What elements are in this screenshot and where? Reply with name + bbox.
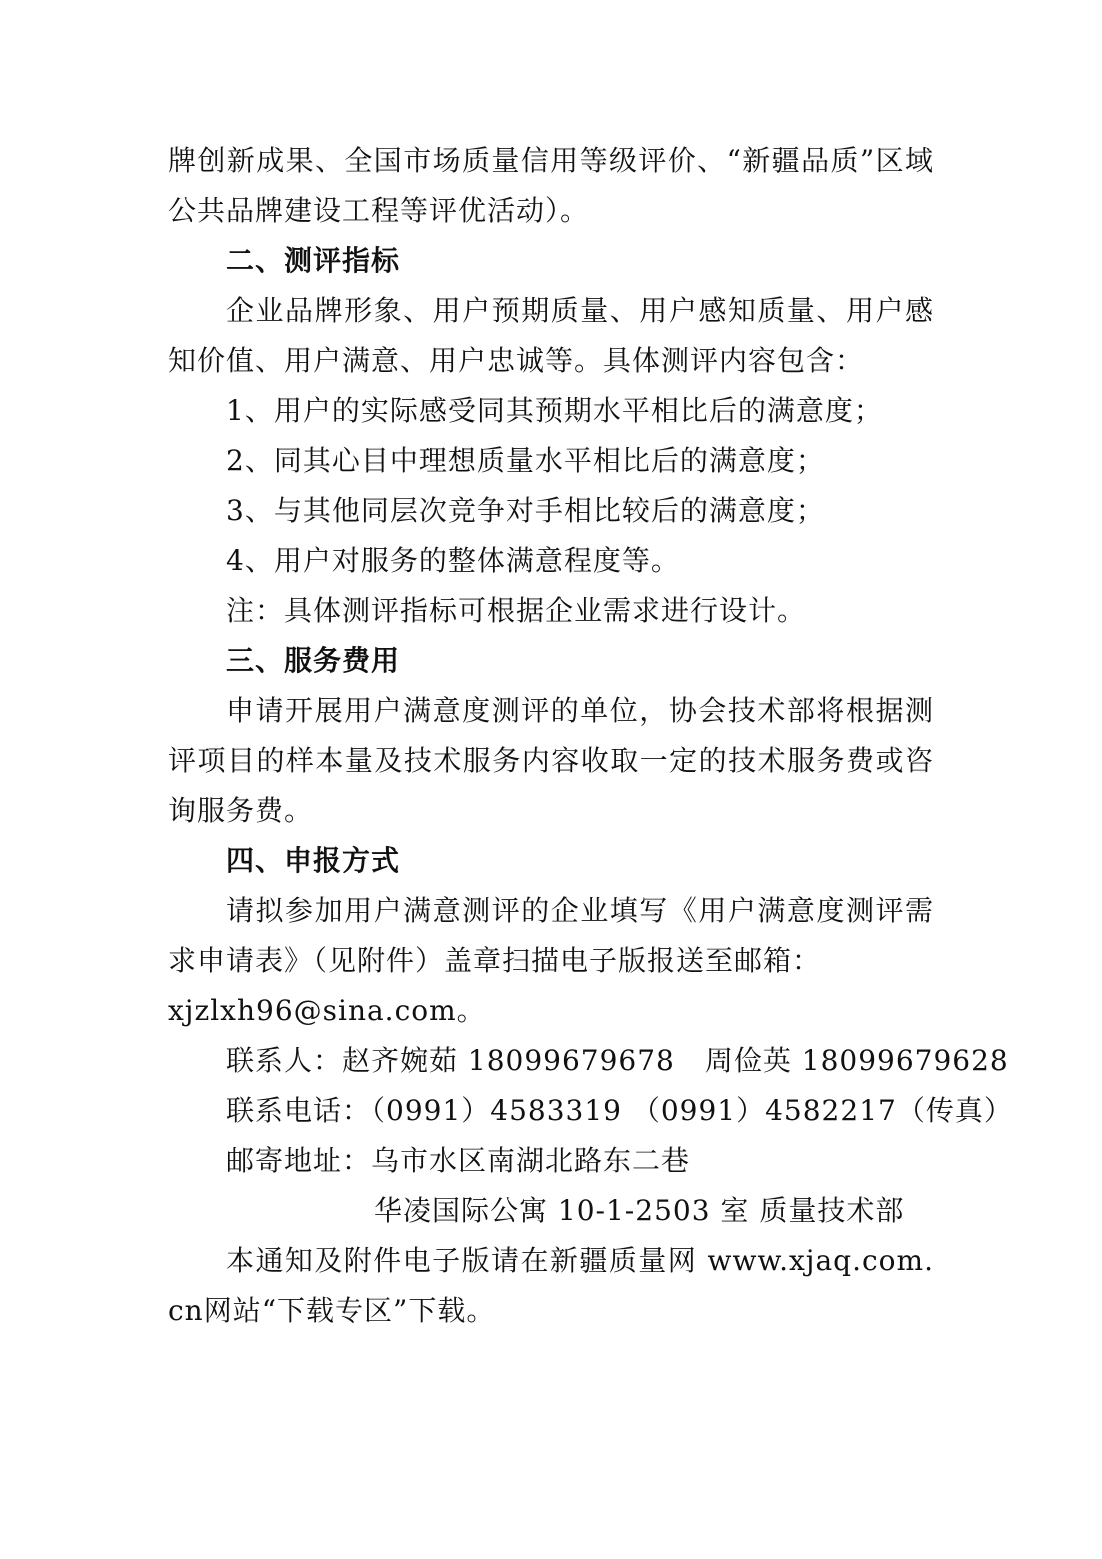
mailing-address-line-2: 华凌国际公寓 10-1-2503 室 质量技术部 [374,1194,905,1227]
section-heading-indicators: 二、测评指标 [226,244,401,277]
contact-phone: 联系电话：（0991）4583319 （0991）4582217（传真） [226,1094,1013,1127]
contact-person-1: 赵齐婉茹 18099679678 [342,1044,675,1077]
indicator-item-1: 1、用户的实际感受同其预期水平相比后的满意度； [226,394,883,427]
download-notice: 本通知及附件电子版请在新疆质量网 www.xjaq.com.cn网站“下载专区”下载。 [168,1244,934,1327]
indicators-note: 注：具体测评指标可根据企业需求进行设计。 [226,594,807,627]
contact-label: 联系人： [226,1044,343,1077]
email-address: xjzlxh96@sina.com。 [168,994,486,1027]
application-paragraph: 请拟参加用户满意测评的企业填写《用户满意度测评需求申请表》（见附件）盖章扫描电子版报送至邮箱： [168,894,934,977]
intro-tail-paragraph: 牌创新成果、全国市场质量信用等级评价、“新疆品质”区域公共品牌建设工程等评优活动）。 [168,144,934,227]
document-body [168,136,1013,1336]
section-heading-fees: 三、服务费用 [226,644,401,677]
contact-persons [168,1036,1009,1086]
contact-person-2: 周俭英 18099679628 [704,1044,1009,1077]
indicator-item-3: 3、与其他同层次竞争对手相比较后的满意度； [226,494,825,527]
indicator-item-4: 4、用户对服务的整体满意程度等。 [226,544,680,577]
section-heading-application: 四、申报方式 [226,844,401,877]
indicators-paragraph: 企业品牌形象、用户预期质量、用户感知质量、用户感知价值、用户满意、用户忠诚等。具体测评内容包含： [168,294,934,377]
mailing-address-line-1: 邮寄地址：乌市水区南湖北路东二巷 [226,1144,691,1177]
fees-paragraph: 申请开展用户满意度测评的单位，协会技术部将根据测评项目的样本量及技术服务内容收取一定的技术服务费或咨询服务费。 [168,694,934,827]
indicator-item-2: 2、同其心目中理想质量水平相比后的满意度； [226,444,825,477]
